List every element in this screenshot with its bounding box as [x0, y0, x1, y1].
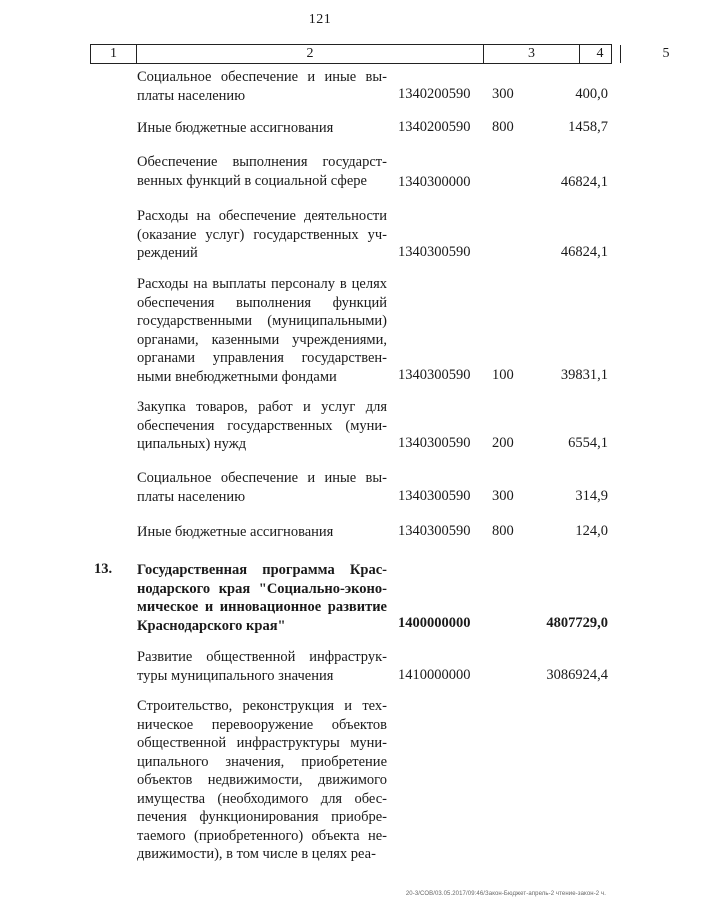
row-description: Государственная программа Краснодарского края "Социально-экономическое и инновационное развитие Краснодарского края" — [137, 562, 387, 634]
row-sum: 1458,7 — [568, 119, 608, 135]
header-col-3: 3 — [484, 45, 580, 63]
row-sum: 124,0 — [575, 523, 608, 539]
row-code: 1410000000 — [398, 667, 471, 683]
page-number: 121 — [308, 12, 332, 27]
row-code: 1340300590 — [398, 488, 471, 504]
row-code: 1340300590 — [398, 367, 471, 383]
row-vr: 800 — [492, 119, 514, 135]
row-description: Социальное обеспечение и иные выплаты населению — [137, 470, 387, 505]
row-description: Обеспечение выполнения государственных функций в социальной сфере — [137, 154, 387, 189]
row-sum: 46824,1 — [560, 174, 608, 190]
row-description: Иные бюджетные ассигнования — [137, 524, 334, 540]
row-code: 1400000000 — [398, 615, 471, 631]
header-col-1: 1 — [91, 45, 137, 63]
row-description: Расходы на выплаты персоналу в целях обеспечения выполнения функций государственными (муниципальными) органами, казенными учреждениями, органами управления государственными внебюджетными фондами — [137, 276, 387, 385]
row-vr: 100 — [492, 367, 514, 383]
row-sum: 39831,1 — [560, 367, 608, 383]
row-code: 1340300590 — [398, 244, 471, 260]
row-description: Расходы на обеспечение деятельности (оказание услуг) государственных учреждений — [137, 208, 387, 261]
row-number: 13. — [94, 561, 113, 577]
row-code: 1340300590 — [398, 523, 471, 539]
row-sum: 4807729,0 — [546, 615, 608, 631]
row-sum: 46824,1 — [560, 244, 608, 260]
row-code: 1340300000 — [398, 174, 471, 190]
row-vr: 800 — [492, 523, 514, 539]
row-sum: 314,9 — [575, 488, 608, 504]
row-description: Развитие общественной инфраструктуры муниципального значения — [137, 649, 387, 684]
header-col-5: 5 — [662, 46, 670, 61]
row-sum: 400,0 — [575, 86, 608, 102]
header-col-2: 2 — [137, 45, 484, 63]
row-vr: 200 — [492, 435, 514, 451]
row-vr: 300 — [492, 488, 514, 504]
row-sum: 3086924,4 — [546, 667, 608, 683]
header-col-4: 4 — [580, 45, 621, 63]
row-code: 1340200590 — [398, 86, 471, 102]
row-description: Закупка товаров, работ и услуг для обеспечения государственных (муниципальных) нужд — [137, 399, 387, 452]
row-sum: 6554,1 — [568, 435, 608, 451]
row-code: 1340300590 — [398, 435, 471, 451]
row-code: 1340200590 — [398, 119, 471, 135]
table-header — [90, 44, 670, 64]
row-vr: 300 — [492, 86, 514, 102]
row-description: Строительство, реконструкция и техническое перевооружение объектов общественной инфраструктуры муниципального значения, приобретение объектов недвижимости, движимого имущества (необходимого для обеспечения функционирования приобретаемого (приобретенного) объекта недвижимости), в том числе в целях реа- — [137, 698, 387, 862]
row-description: Социальное обеспечение и иные выплаты населению — [137, 69, 387, 104]
footer-file-stamp: 20-3/СОВ/03.05.2017/09:46/Закон-Бюджет-апрель-2 чтение-закон-2 ч. — [405, 891, 606, 897]
row-description: Иные бюджетные ассигнования — [137, 120, 334, 136]
